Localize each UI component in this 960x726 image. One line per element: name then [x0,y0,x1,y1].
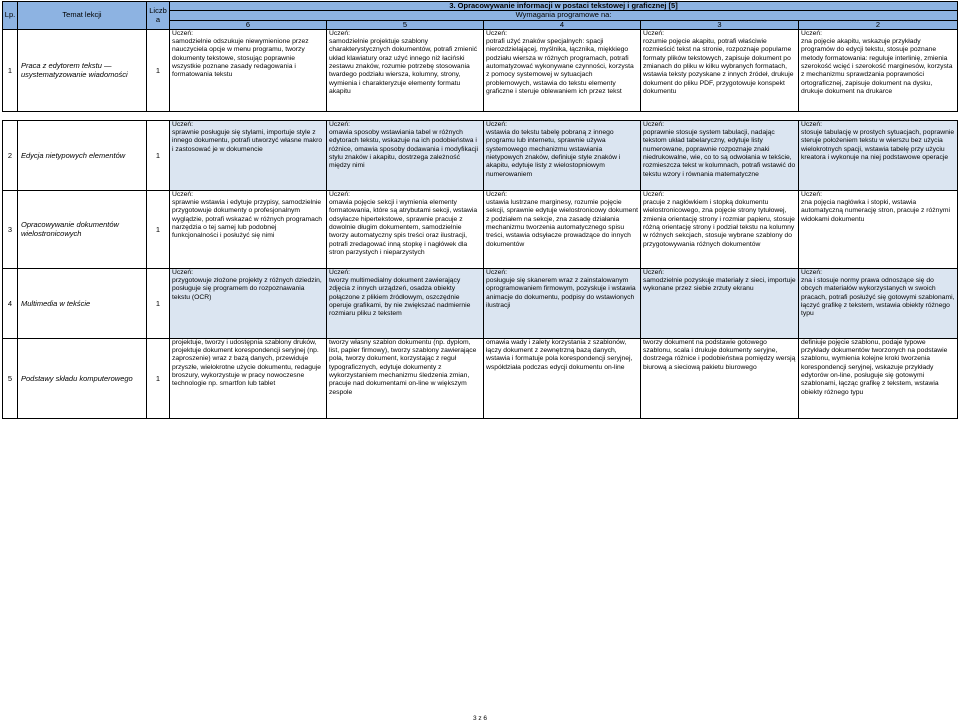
header-hours [147,2,170,30]
student-label: Uczeń: [484,191,640,199]
requirement-cell: Uczeń: ustawia lustrzane marginesy, rozumie pojęcie sekcji, sprawnie edytuje wielostronicowy dokument z podziałem na sekcje, zna zasadę działania mechanizmu tworzenia automatycznego spisu treści, wstawia odsyłacze prowadzące do innych dokumentów [484,190,641,268]
student-label: Uczeń: [641,30,798,38]
requirement-cell: tworzy dokument na podstawie gotowego szablonu, scala i drukuje dokumenty seryjne, dostrzega różnice i podobieństwa pomiędzy wersją biurową a sieciową pakietu biurowego [641,338,799,418]
requirement-cell: Uczeń: samodzielnie pozyskuje materiały z sieci, importuje wykonane przez siebie zrzuty ekranu [641,268,799,338]
page-number: 3 z 6 [472,715,488,722]
student-label: Uczeń: [170,121,326,129]
table-row [3,190,958,268]
header-hours-top: Liczb [149,6,167,15]
section-title: 3. Opracowywanie informacji w postaci tekstowej i graficznej [5] [170,2,958,11]
student-label: Uczeń: [799,269,957,277]
requirements-table [2,1,958,419]
requirement-cell: Uczeń: sprawnie posługuje się stylami, importuje style z innego dokumentu, potrafi utworzyć własne makro i zastosować je w dokumencie [170,120,327,190]
student-label: Uczeń: [799,191,957,199]
student-label: Uczeń: [484,121,640,129]
header-lp: Lp. [3,2,18,30]
requirements-title: Wymagania programowe na: [170,11,958,20]
lesson-topic: Edycja nietypowych elementów [18,120,147,190]
lesson-topic: Praca z edytorem tekstu — usystematyzowanie wiadomości [18,29,147,111]
student-label: Uczeń: [327,191,483,199]
requirement-cell: Uczeń: omawia sposoby wstawiania tabel w różnych edytorach tekstu, wskazuje na ich podobieństwa i różnice, omawia sposoby dodawania i modyfikacji stylu znaków i akapitu, dostrzega zależność między nimi [327,120,484,190]
requirement-cell: Uczeń: zna pojęcie akapitu, wskazuje przykłady programów do edycji tekstu, stosuje poznane metody formatowania: reguluje interlinię, zmienia szerokość wcięć i szerokość marginesów, korzysta z mechanizmu sprawdzania poprawności ortograficznej, zapisuje dokument na dysku, drukuje dokument na drukarce [799,29,958,111]
table-row [3,268,958,338]
lesson-hours: 1 [147,29,170,111]
requirement-cell: Uczeń: poprawnie stosuje system tabulacji, nadając tekstom układ tabelaryczny, edytuje listy numerowane, poprawnie rozpoznaje znaki niedrukowalne, wie, co to są odwołania w tekście, rozmieszcza tekst w kolumnach, potrafi wstawić do tekstu wzory i równania matematyczne [641,120,799,190]
student-label: Uczeń: [641,121,798,129]
requirement-cell: Uczeń: sprawnie wstawia i edytuje przypisy, samodzielnie przygotowuje dokumenty o profesjonalnym wyglądzie, potrafi wskazać w różnych programach narzędzia o tej samej lub podobnej funkcjonalności i posłużyć się nimi [170,190,327,268]
requirement-cell: Uczeń: zna i stosuje normy prawa odnoszące się do obcych materiałów wykorzystanych w swoich pracach, potrafi posłużyć się gotowymi szablonami, łączyć grafikę z tekstem, wstawia obiekty różnego typu [799,268,958,338]
header-hours-bottom: a [155,15,161,25]
row-number: 1 [3,29,18,111]
student-label: Uczeń: [484,269,640,277]
requirement-cell: Uczeń: potrafi użyć znaków specjalnych: spacji nierozdzielającej, myślnika, łącznika, miękkiego podziału wiersza w różnych programach, potrafi automatyzować wykonywane czynności, korzysta z pomocy systemowej w sytuacjach problemowych, wstawia do tekstu elementy graficzne i steruje oblewaniem ich przez tekst [484,29,641,111]
requirement-cell: definiuje pojęcie szablonu, podaje typowe przykłady dokumentów tworzonych na podstawie szablonu, wymienia kolejne kroki tworzenia korespondencji seryjnej, wskazuje przykłady edytorów on-line, posługuje się gotowymi szablonami, łącząc grafikę z tekstem, wstawia obiekty różnego typu [799,338,958,418]
table-row [3,29,958,111]
grade-2: 2 [799,20,958,29]
student-label: Uczeń: [641,269,798,277]
student-label: Uczeń: [799,30,957,38]
table-row [3,120,958,190]
requirement-cell: Uczeń: rozumie pojęcie akapitu, potrafi właściwie rozmieścić tekst na stronie, rozpoznaje popularne formaty plików tekstowych, zapisuje dokument po zmianach do pliku w kilku wybranych formatach, wstawia teksty pozyskane z innych źródeł, drukuje dokument do pliku PDF, przygotowuje konspekt dokumentu [641,29,799,111]
student-label: Uczeń: [170,30,326,38]
requirement-cell: Uczeń: stosuje tabulację w prostych sytuacjach, poprawnie steruje położeniem tekstu w wierszu bez użycia wielokrotnych spacji, wstawia tabelę przy użyciu kreatora i wykonuje na niej podstawowe operacje [799,120,958,190]
table-row [3,338,958,418]
lesson-hours: 1 [147,268,170,338]
requirement-cell: Uczeń: zna pojęcia nagłówka i stopki, wstawia automatyczną numerację stron, pracuje z różnymi widokami dokumentu [799,190,958,268]
grade-4: 4 [484,20,641,29]
student-label: Uczeń: [170,191,326,199]
row-number: 4 [3,268,18,338]
grade-3: 3 [641,20,799,29]
requirement-cell: Uczeń: samodzielnie odszukuje niewymienione przez nauczyciela opcje w menu programu, tworzy dokumenty tekstowe, stosując poprawnie wszystkie poznane zasady redagowania i formatowania tekstu [170,29,327,111]
header-topic: Temat lekcji [18,2,147,30]
student-label: Uczeń: [170,269,326,277]
grade-5: 5 [327,20,484,29]
requirement-cell: projektuje, tworzy i udostępnia szablony druków, projektuje dokument korespondencji seryjnej (np. zaproszenie) wraz z bazą danych, przewiduje przyszłe, wielokrotne użycie dokumentu, redaguje broszury, wykorzystuje w pracy nowoczesne technologie np. smartfon lub tablet [170,338,327,418]
requirement-cell: omawia wady i zalety korzystania z szablonów, łączy dokument z zewnętrzną bazą danych, wstawia i formatuje pola korespondencji seryjnej, współdziała podczas edycji dokumentu on-line [484,338,641,418]
lesson-topic: Multimedia w tekście [18,268,147,338]
row-number: 2 [3,120,18,190]
student-label: Uczeń: [484,30,640,38]
grade-6: 6 [170,20,327,29]
requirement-cell: Uczeń: przygotowuje złożone projekty z różnych dziedzin, posługuje się programem do rozpoznawania tekstu (OCR) [170,268,327,338]
student-label: Uczeń: [799,121,957,129]
requirement-cell: Uczeń: omawia pojęcie sekcji i wymienia elementy formatowania, które są atrybutami sekcji, wstawia odsyłacze hipertekstowe, sprawnie pracuje z dowolnie długim dokumentem, samodzielnie tworzy automatyczny spis treści oraz ilustracji, potrafi zredagować inną stopkę i nagłówek dla stron parzystych i nieparzystych [327,190,484,268]
lesson-topic: Opracowywanie dokumentów wielostronicowych [18,190,147,268]
row-number: 3 [3,190,18,268]
requirement-cell: Uczeń: wstawia do tekstu tabelę pobraną z innego programu lub internetu, sprawnie używa systemowego mechanizmu wstawiania nietypowych znaków, definiuje style znaków i akapitu, edytuje listy z wielostopniowym numerowaniem [484,120,641,190]
student-label: Uczeń: [327,269,483,277]
requirement-cell: Uczeń: tworzy multimedialny dokument zawierający zdjęcia z innych urządzeń, osadza obiekty połączone z plikiem źródłowym, oszczędnie operuje grafikami, by nie zwiększać nadmiernie rozmiaru pliku z tekstem [327,268,484,338]
requirement-cell: Uczeń: posługuje się skanerem wraz z zainstalowanym oprogramowaniem firmowym, pozyskuje i wstawia animacje do dokumentu, podpisy do wstawionych ilustracji [484,268,641,338]
lesson-hours: 1 [147,120,170,190]
row-number: 5 [3,338,18,418]
requirement-cell: tworzy własny szablon dokumentu (np. dyplom, list, papier firmowy), tworzy szablony zawierające pola, tworzy dokument, korzystając z reguł typograficznych, edytuje dokumenty z wykorzystaniem mechanizmu śledzenia zmian, pracuje nad dokumentami on-line w większym zespole [327,338,484,418]
student-label: Uczeń: [327,121,483,129]
lesson-hours: 1 [147,338,170,418]
student-label: Uczeń: [327,30,483,38]
student-label: Uczeń: [641,191,798,199]
requirement-cell: Uczeń: samodzielnie projektuje szablony charakterystycznych dokumentów, potrafi zmienić układ klawiatury oraz użyć innego niż łaciński zestawu znaków, rozumie potrzebę stosowania twardego podziału wiersza, kolumny, strony, wymienia i charakteryzuje elementy formatu akapitu [327,29,484,111]
lesson-hours: 1 [147,190,170,268]
requirement-cell: Uczeń: pracuje z nagłówkiem i stopką dokumentu wielostronicowego, zna pojęcie strony tytułowej, zmienia orientację strony i rozmiar papieru, stosuje różną orientację strony i podział tekstu na kolumny w różnych sekcjach, stosuje wybrane szablony do przygotowywania różnych dokumentów [641,190,799,268]
lesson-topic: Podstawy składu komputerowego [18,338,147,418]
